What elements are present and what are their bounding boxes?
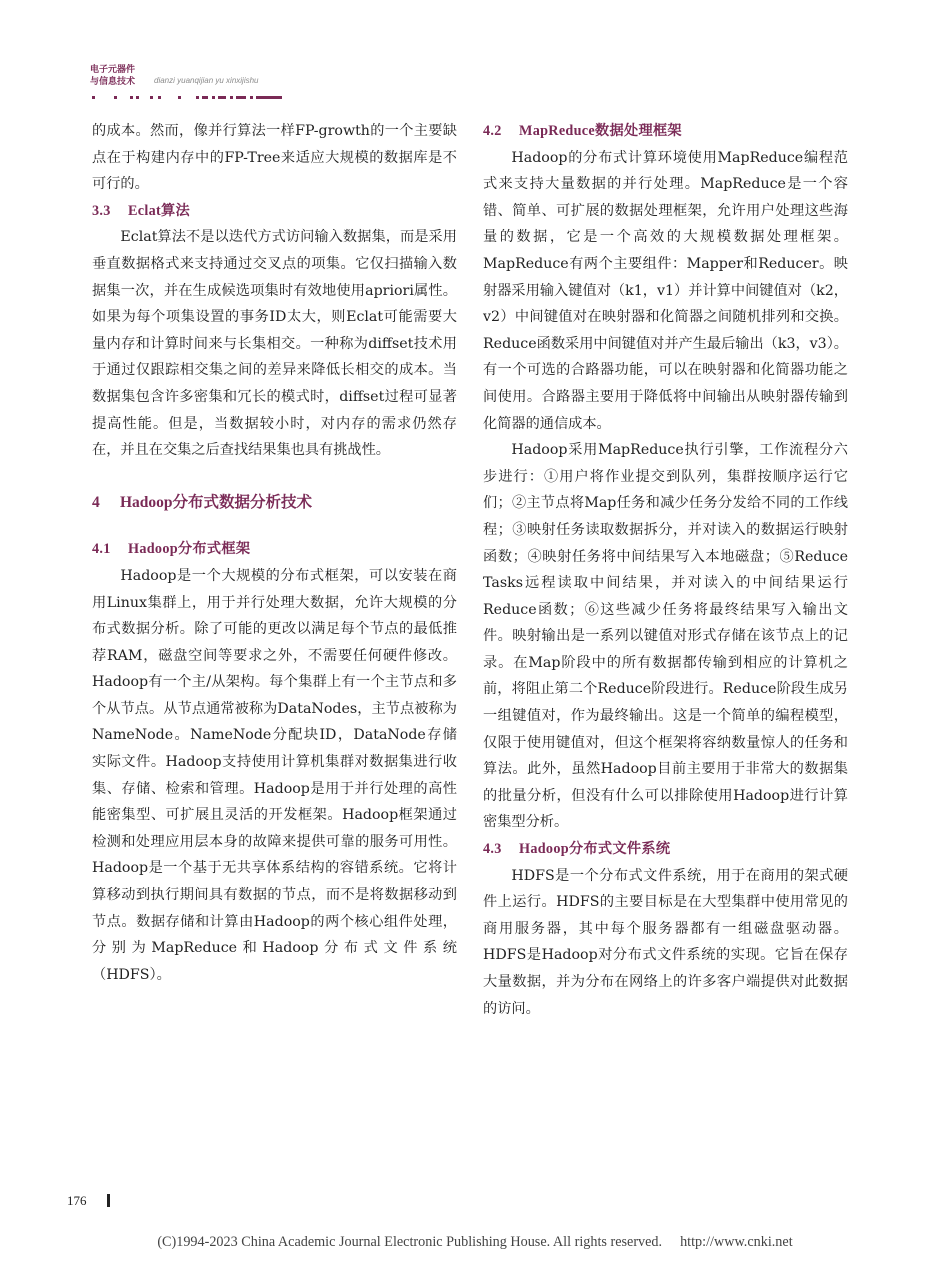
copyright-text: (C)1994-2023 China Academic Journal Electronic Publishing House. All rights reserved. xyxy=(157,1234,663,1250)
section-heading-4-2: 4.2 MapReduce数据处理框架 xyxy=(483,123,682,139)
paragraph-eclat: Eclat算法不是以迭代方式访问输入数据集，而是采用垂直数据格式来支持通过交叉点的项集。它仅扫描输入数据集一次，并在生成候选项集时有效地使用apriori属性。如果为每个项集设置的事务ID太大，则Eclat可能需要大量内存和计算时间来与长集相交。一种称为diffset技术用于通过仅跟踪相交集之间的差异来降低长相交的成本。当数据集包含许多密集和冗长的模式时，diffset过程可显著提高性能。但是，当数据较小时，对内存的需求仍然存在，并且在交集之后查找结果集也具有挑战性。 xyxy=(92,229,457,459)
paragraph-mapreduce-workflow: Hadoop采用MapReduce执行引擎，工作流程分六步进行：①用户将作业提交到队列，集群按顺序运行它们；②主节点将Map任务和减少任务分发给不同的工作线程；③映射任务读取数据拆分，并对读入的数据运行映射函数；④映射任务将中间结果写入本地磁盘；⑤Reduce Tasks远程读取中间结果，并对读入的中间结果运行Reduce函数；⑥这些减少任务将最终结果写入输出文件。映射输出是一系列以键值对形式存储在该节点上的记录。在Map阶段中的所有数据都传输到相应的计算机之前，将阻止第二个Reduce阶段进行。Reduce阶段生成另一组键值对，作为最终输出。这是一个简单的编程模型，仅限于使用键值对，但这个框架将容纳数量惊人的任务和算法。此外，虽然Hadoop目前主要用于非常大的数据集的批量分析，但没有什么可以排除使用Hadoop进行计算密集型分析。 xyxy=(483,442,848,831)
journal-name-line2: 与信息技术 xyxy=(90,77,136,87)
section-heading-4: 4 Hadoop分布式数据分析技术 xyxy=(92,493,313,511)
left-column xyxy=(92,118,457,988)
paragraph-hdfs: HDFS是一个分布式文件系统，用于在商用的架式硬件上运行。HDFS的主要目标是在大型集群中使用常见的商用服务器，其中每个服务器都有一组磁盘驱动器。HDFS是Hadoop对分布式文件系统的实现。它旨在保存大量数据，并为分布在网络上的许多客户端提供对此数据的访问。 xyxy=(483,867,848,1017)
section-heading-3-3: 3.3 Eclat算法 xyxy=(92,202,190,219)
journal-name-line1: 电子元器件 xyxy=(90,65,136,75)
copyright-footer xyxy=(0,1234,950,1251)
journal-pinyin: dianzi yuanqijian yu xinxijishu xyxy=(154,76,259,85)
cnki-url[interactable]: http://www.cnki.net xyxy=(680,1234,793,1250)
right-column xyxy=(483,118,848,1022)
paragraph-hadoop-framework: Hadoop是一个大规模的分布式框架，可以安装在商用Linux集群上，用于并行处理大数据，允许大规模的分布式数据分析。除了可能的更改以满足每个节点的最低推荐RAM，磁盘空间等要求之外，不需要任何硬件修改。Hadoop有一个主/从架构。每个集群上有一个主节点和多个从节点。从节点通常被称为DataNodes，主节点被称为NameNode。NameNode分配块ID，DataNode存储实际文件。Hadoop支持使用计算机集群对数据集进行收集、存储、检索和管理。Hadoop是用于并行处理的高性能密集型、可扩展且灵活的开发框架。Hadoop框架通过检测和处理应用层本身的故障来提供可靠的服务可用性。Hadoop是一个基于无共享体系结构的容错系统。它将计算移动到执行期间具有数据的节点，而不是将数据移动到节点。数据存储和计算由Hadoop的两个核心组件处理，分别为MapReduce和Hadoop分布式文件系统（HDFS）。 xyxy=(92,567,457,983)
page-number-bar xyxy=(107,1194,110,1207)
section-heading-4-3: 4.3 Hadoop分布式文件系统 xyxy=(483,841,671,858)
section-heading-4-1: 4.1 Hadoop分布式框架 xyxy=(92,541,251,558)
journal-logo xyxy=(90,64,320,88)
page-number: 176 xyxy=(67,1193,87,1208)
journal-decor-dots xyxy=(92,92,282,102)
paragraph-continuation: 的成本。然而，像并行算法一样FP-growth的一个主要缺点在于构建内存中的FP-Tree来适应大规模的数据库是不可行的。 xyxy=(92,123,457,193)
paragraph-mapreduce-intro: Hadoop的分布式计算环境使用MapReduce编程范式来支持大量数据的并行处理。MapReduce是一个容错、简单、可扩展的数据处理框架，允许用户处理这些海量的数据，它是一个高效的大规模数据处理框架。MapReduce有两个主要组件：Mapper和Reducer。映射器采用输入键值对（k1，v1）并计算中间键值对（k2，v2）中间键值对在映射器和化简器之间随机排列和交换。Reduce函数采用中间键值对并产生最后输出（k3，v3）。有一个可选的合路器功能，可以在映射器和化简器功能之间使用。合路器主要用于降低将中间输出从映射器传输到化简器的通信成本。 xyxy=(483,149,848,432)
